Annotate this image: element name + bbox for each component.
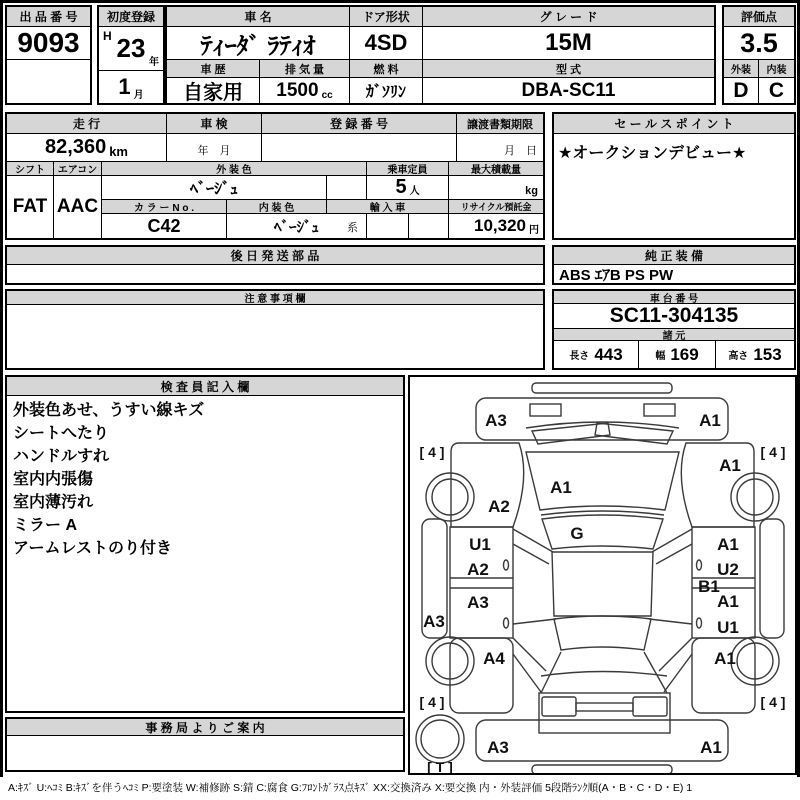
damage-left-rear-door: A3: [467, 593, 489, 612]
chassis-specs-box: [552, 289, 796, 370]
damage-hood: A1: [550, 478, 572, 497]
recycle-number: 10,320: [474, 216, 526, 235]
int-color-label: 内 装 色: [227, 200, 327, 214]
lot-number-value: 9093: [7, 27, 90, 60]
color-no-value: C42: [102, 214, 227, 238]
spec-height-label: 高さ: [728, 351, 749, 362]
damage-right-rear-door-1: A1: [717, 592, 739, 611]
interior-grade-value: C: [768, 78, 785, 102]
office-label: 事 務 局 よ り ご 案 内: [7, 719, 403, 736]
mileage-value: [7, 134, 167, 162]
inspector-note: 室内内張傷: [13, 471, 94, 488]
tire-rear-left: [ 4 ]: [419, 694, 445, 710]
recycle-unit: 円: [529, 225, 539, 236]
recycle-value: [449, 214, 543, 238]
condition-grid-box: [5, 112, 545, 240]
history-value: 自家用: [167, 78, 260, 103]
spec-width-value: 169: [670, 344, 699, 364]
inspector-note: アームレストのり付き: [13, 540, 173, 557]
aircon-label: エアコン: [54, 162, 102, 176]
inspector-label: 検 査 員 記 入 欄: [7, 377, 403, 396]
displacement-value: [260, 78, 350, 103]
later-parts-box: [5, 245, 545, 285]
year-value: 23: [116, 33, 146, 63]
caution-value: [7, 305, 543, 368]
spare-tire-label: [ T ]: [427, 759, 453, 773]
max-load-value: kg: [449, 176, 543, 200]
car-name-label: 車 名: [167, 7, 350, 27]
import-value-b: [409, 214, 449, 238]
spec-height: [716, 341, 794, 368]
page-border-left: [0, 0, 3, 777]
first-registration-month: [99, 71, 163, 103]
model-code-label: 型 式: [423, 60, 714, 78]
model-code-value: DBA-SC11: [521, 79, 616, 101]
office-box: [5, 717, 405, 772]
aircon-value: AAC: [54, 176, 102, 238]
later-parts-label: 後 日 発 送 部 品: [7, 247, 543, 265]
spec-height-value: 153: [753, 344, 782, 364]
score-box: [722, 5, 796, 105]
ext-color-extra: [327, 176, 367, 200]
mileage-unit: km: [109, 144, 128, 159]
capacity-label: 乗車定員: [367, 162, 449, 176]
lot-number-label: 出 品 番 号: [7, 7, 90, 27]
score-value: 3.5: [724, 27, 794, 60]
recycle-label: リサイクル預託金: [449, 200, 543, 214]
int-color-suffix: 系: [347, 222, 358, 234]
legend-line: A:ｷｽﾞ U:ﾍｺﾐ B:ｷｽﾞを伴うﾍｺﾐ P:要塗装 W:補修跡 S:錆 C:腐食 G:ﾌﾛﾝﾄｶﾞﾗｽ点ｷｽﾞ XX:交換済み X:要交換 内・外装評価 5段階ﾗﾝｸ順(A・B・C・D・E) 1: [8, 782, 693, 794]
tire-front-right: [ 4 ]: [760, 444, 786, 460]
damage-left-quarter: A4: [483, 649, 505, 668]
shaken-value: 年 月: [167, 134, 262, 162]
spec-width-label: 幅: [655, 351, 666, 362]
damage-rear-bumper-left: A3: [487, 738, 509, 757]
shaken-label: 車 検: [167, 114, 262, 134]
displacement-number: 1500: [276, 79, 319, 101]
inspector-box: [5, 375, 405, 713]
damage-left-front-door-1: U1: [469, 535, 491, 554]
capacity-unit: 人: [409, 186, 420, 197]
score-label: 評価点: [724, 7, 794, 27]
era-mark: H: [103, 29, 112, 43]
first-registration-label: 初度登録: [99, 7, 163, 27]
spec-width: [639, 341, 716, 368]
grade-label: グ レ ー ド: [423, 7, 714, 27]
displacement-unit: cc: [321, 90, 333, 101]
ext-color-value: ﾍﾞｰｼﾞｭ: [102, 176, 327, 200]
int-color-name: ﾍﾞｰｼﾞｭ: [273, 218, 319, 236]
damage-front-bumper-left: A3: [485, 411, 507, 430]
import-label: 輸 入 車: [327, 200, 449, 214]
max-load-label: 最大積載量: [449, 162, 543, 176]
page-border-top: [0, 0, 800, 3]
caution-box: [5, 289, 545, 370]
transfer-value: 月 日: [457, 134, 543, 162]
year-unit: 年: [149, 57, 159, 68]
door-value: 4SD: [350, 27, 423, 60]
damage-front-bumper-right: A1: [699, 411, 721, 430]
inspector-note: 室内薄汚れ: [13, 494, 94, 511]
tire-front-left: [ 4 ]: [419, 444, 445, 460]
spec-length-label: 長さ: [569, 351, 590, 362]
damage-diagram-box: [408, 375, 797, 775]
later-parts-value: [7, 265, 543, 283]
specs-label: 諸 元: [554, 329, 794, 341]
shift-label: シフト: [7, 162, 54, 176]
reg-no-label: 登 録 番 号: [262, 114, 457, 134]
inspector-note: ハンドルすれ: [13, 448, 110, 465]
sales-point-box: [552, 112, 796, 240]
damage-left-fender: A2: [488, 497, 510, 516]
chassis-label: 車 台 番 号: [554, 291, 794, 304]
car-name-value: ﾃｨｰﾀﾞ ﾗﾃｨｵ: [167, 27, 350, 60]
exterior-grade-value: D: [724, 78, 759, 103]
inspector-note: 外装色あせ、うすい線キズ: [13, 402, 205, 419]
genuine-equip-box: [552, 245, 796, 285]
fuel-label: 燃 料: [350, 60, 423, 78]
import-value-a: [367, 214, 409, 238]
capacity-value: [367, 176, 449, 200]
displacement-label: 排 気 量: [260, 60, 350, 78]
inspector-notes: [7, 396, 403, 560]
caution-label: 注 意 事 項 欄: [7, 291, 543, 305]
inspector-note: シートへたり: [13, 425, 110, 442]
mileage-number: 82,360: [45, 136, 107, 158]
grade-value: 15M: [423, 27, 714, 60]
ext-color-label: 外 装 色: [102, 162, 367, 176]
damage-right-front-door-2: U2: [717, 560, 739, 579]
transfer-label: 譲渡書類期限: [457, 114, 543, 134]
damage-rear-bumper-right: A1: [700, 738, 722, 757]
tire-rear-right: [ 4 ]: [760, 694, 786, 710]
color-no-label: カ ラ ー N o .: [102, 200, 227, 214]
first-registration-year: [99, 27, 163, 71]
genuine-equip-value: ABS ｴｱB PS PW: [559, 266, 674, 283]
reg-no-value: [262, 134, 457, 162]
lot-number-empty: [7, 60, 90, 103]
lot-number-box: [5, 5, 92, 105]
month-unit: 月: [133, 90, 144, 101]
history-label: 車 歴: [167, 60, 260, 78]
damage-left-front-door-2: A2: [467, 560, 489, 579]
mileage-label: 走 行: [7, 114, 167, 134]
first-registration-box: [97, 5, 165, 105]
capacity-number: 5: [395, 176, 407, 198]
damage-right-quarter: A1: [714, 649, 736, 668]
sales-point-value: ★オークションデビュー★: [558, 145, 747, 162]
interior-grade-label: 内装: [759, 60, 794, 78]
sales-point-label: セ ー ル ス ポ イ ン ト: [554, 114, 794, 134]
chassis-value: SC11-304135: [554, 304, 794, 329]
office-value: [7, 736, 403, 770]
month-value: 1: [118, 74, 131, 99]
damage-right-front-door-1: A1: [717, 535, 739, 554]
damage-windshield: G: [570, 524, 584, 543]
spec-length: [554, 341, 639, 368]
exterior-grade-label: 外装: [724, 60, 759, 78]
int-color-value: [227, 214, 367, 238]
damage-right-rear-door-2: U1: [717, 618, 739, 637]
damage-left-sill: A3: [423, 612, 445, 631]
genuine-equip-label: 純 正 装 備: [554, 247, 794, 265]
damage-diagram: [410, 377, 795, 773]
spec-length-value: 443: [594, 344, 623, 364]
damage-right-fender: A1: [719, 456, 741, 475]
vehicle-info-box: [165, 5, 716, 105]
door-label: ドア形状: [350, 7, 423, 27]
fuel-value: ｶﾞｿﾘﾝ: [350, 78, 423, 103]
shift-value: FAT: [7, 176, 54, 238]
inspector-note: ミラー A: [13, 517, 78, 534]
damage-right-pillar: B1: [698, 577, 720, 596]
